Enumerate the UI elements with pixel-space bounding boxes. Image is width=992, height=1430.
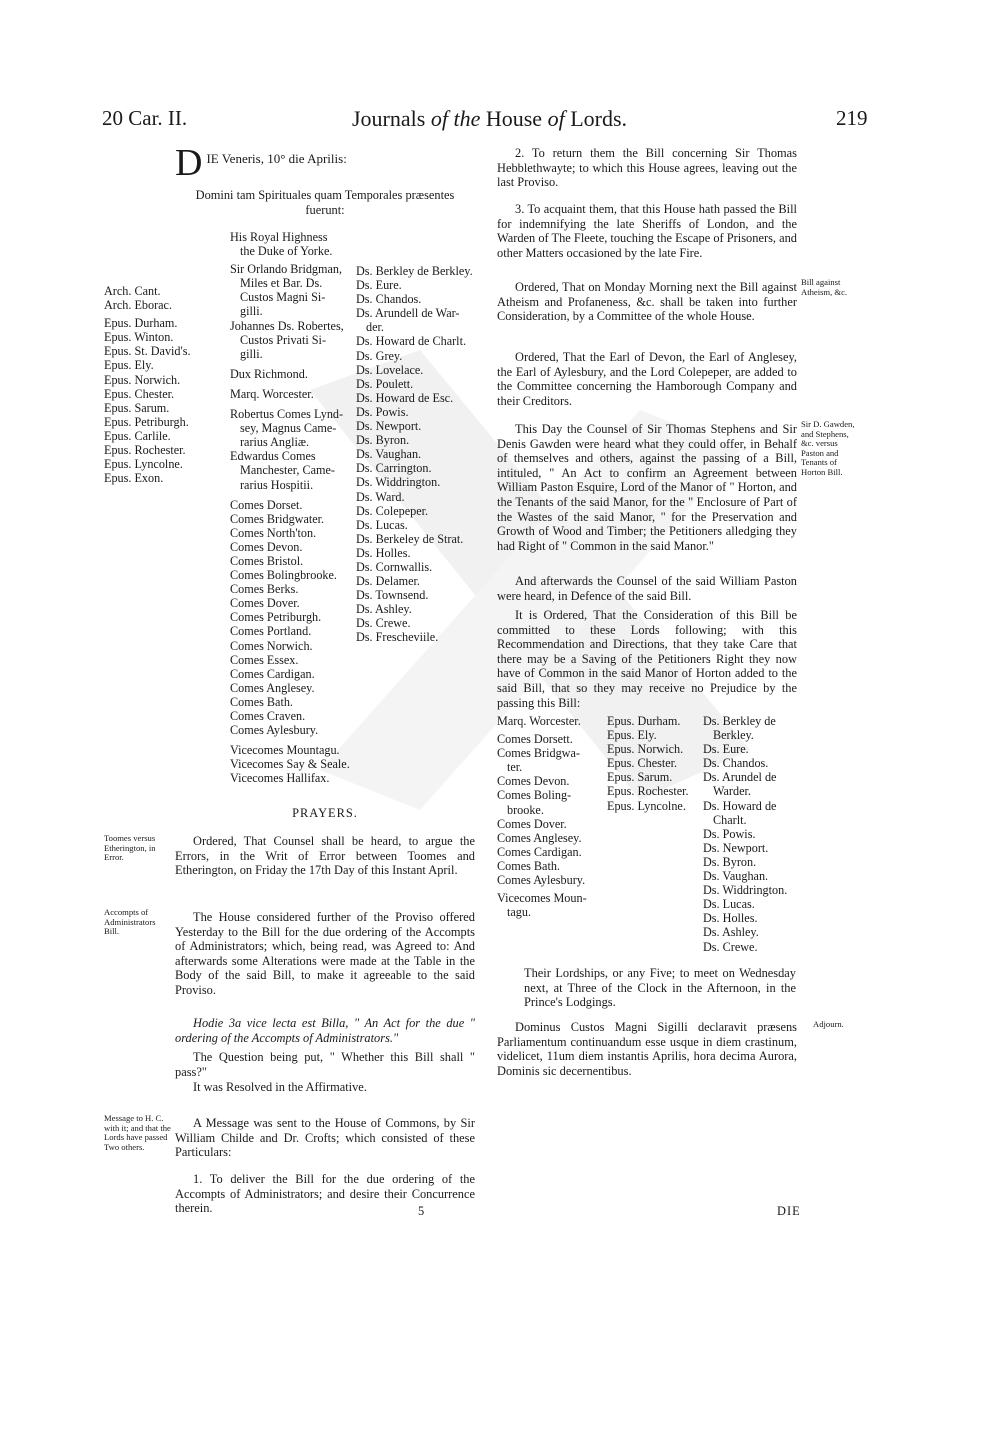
title-word-of: of (430, 106, 448, 131)
para-toomes: Ordered, That Counsel shall be heard, to argue the Errors, in the Writ of Error between Toomes and Etherington, on Friday the 17th Day of this Instant April. (175, 834, 475, 878)
list-item: Epus. Norwich. (607, 742, 684, 757)
list-item: Epus. Rochester. (607, 784, 689, 799)
list-item: Epus. Norwich. (104, 372, 181, 387)
list-item: Ds. Powis. (356, 404, 409, 419)
list-item: Comes Devon. (497, 774, 570, 789)
list-item: Robertus Comes Lynd- (230, 407, 344, 422)
list-item: Ds. Eure. (703, 742, 749, 757)
list-item: Epus. Carlile. (104, 428, 171, 443)
list-item: Epus. Chester. (607, 756, 678, 771)
list-item: Comes Dover. (230, 596, 300, 611)
present-heading (175, 188, 475, 217)
committee-list-3 (703, 714, 803, 954)
list-item: Ds. Chandos. (356, 292, 422, 307)
list-item: Ds. Powis. (703, 826, 756, 841)
list-item: Comes Bolingbrooke. (230, 568, 337, 583)
list-item: Comes North'ton. (230, 525, 317, 540)
list-item: Ds. Ashley. (356, 602, 412, 617)
lords-list-2 (356, 264, 481, 645)
margin-note-toomes: Toomes versus Etherington, in Error. (104, 833, 156, 863)
list-item: Comes Dorset. (230, 497, 303, 512)
list-item: Ds. Ward. (356, 489, 405, 504)
margin-note-accompts: Accompts of Administrators Bill. (104, 907, 156, 937)
list-item: Miles et Bar. Ds. (240, 276, 323, 291)
title-word-lords: Lords. (570, 106, 628, 131)
list-item: Comes Dover. (497, 816, 567, 831)
list-item: Epus. Chester. (104, 386, 175, 401)
list-item: Ds. Berkley de (703, 714, 776, 728)
list-item: Arch. Cant. (104, 284, 161, 298)
list-item: gilli. (240, 304, 263, 319)
list-item: Johannes Ds. Robertes, (230, 318, 344, 333)
list-item: Comes Bridgwater. (230, 511, 325, 526)
prayers-heading: PRAYERS. (292, 806, 358, 820)
list-item: Warder. (713, 784, 751, 799)
list-item: Marq. Worcester. (230, 386, 314, 401)
list-item: Ds. Lucas. (356, 517, 408, 532)
list-item: Ds. Holles. (703, 911, 758, 926)
list-item: Comes Bristol. (230, 553, 304, 568)
list-item: brooke. (507, 802, 544, 817)
list-item: Comes Bridgwa- (497, 746, 580, 761)
list-item: sey, Magnus Came- (240, 421, 337, 436)
list-item: Ds. Newport. (356, 419, 422, 434)
list-item: Epus. Durham. (607, 714, 681, 728)
list-item: Epus. Durham. (104, 316, 178, 331)
margin-note-atheism: Bill against Atheism, &c. (801, 277, 848, 297)
list-item: Epus. Exon. (104, 471, 164, 486)
list-item: Comes Aylesbury. (230, 723, 319, 738)
list-item: Ds. Arundell de War- (356, 306, 460, 321)
date-text: IE Veneris, 10° die Aprilis: (206, 151, 347, 166)
list-item: Ds. Ashley. (703, 925, 759, 940)
list-item: Ds. Chandos. (703, 756, 769, 771)
list-item: Ds. Cornwallis. (356, 559, 433, 574)
list-item: Custos Magni Si- (240, 290, 326, 305)
list-item: Comes Norwich. (230, 638, 313, 653)
list-item: Berkley. (713, 728, 754, 743)
list-item: Charlt. (713, 812, 747, 827)
list-item: Epus. Sarum. (607, 770, 673, 785)
title-word-journals: Journals (352, 106, 426, 131)
running-head-regnal: 20 Car. II. (102, 106, 188, 130)
list-item: Arch. Eborac. (104, 298, 173, 313)
list-item: Epus. Lyncolne. (607, 798, 686, 813)
list-item: tagu. (507, 905, 532, 920)
committee-list-1 (497, 714, 607, 919)
para-resolved: It was Resolved in the Affirmative. (193, 1080, 367, 1094)
list-item: the Duke of Yorke. (240, 244, 333, 259)
signature-mark: 5 (418, 1204, 425, 1218)
list-item: Ds. Frescheviile. (356, 630, 439, 645)
list-item: Ds. Byron. (703, 854, 757, 869)
list-item: Comes Devon. (230, 539, 303, 554)
list-item: Manchester, Came- (240, 463, 335, 478)
list-item: Ds. Howard de Charlt. (356, 334, 467, 349)
para-counsel: And afterwards the Counsel of the said William Paston were heard, in Defence of the said Bill. (497, 574, 797, 603)
list-item: Ds. Eure. (356, 278, 402, 293)
para-adjourn: Dominus Custos Magni Sigilli declaravit præsens Parliamentum continuandum esse usque in diem crastinum, videlicet, 11um diem instantis Aprilis, hora decima Aurora, Dominis sic decernentibus. (497, 1020, 797, 1078)
list-item: Ds. Howard de Esc. (356, 390, 454, 405)
list-item: Epus. Ely. (607, 728, 657, 743)
list-item: Ds. Howard de (703, 798, 777, 813)
para-committed: It is Ordered, That the Consideration of this Bill be committed to these Lords following; with this Recommendation and Directions, that they take Care that there may be a Saving of the Petitioners Right they now have of Common in the said Manor of Horton added to the said Bill, that so they may receive no Prejudice by the passing this Bill: (497, 608, 797, 710)
list-item: Epus. Sarum. (104, 400, 170, 415)
list-item: Vicecomes Moun- (497, 891, 587, 906)
title-word-house: House (485, 106, 543, 131)
list-item: Ds. Vaughan. (703, 869, 769, 884)
list-item: Comes Anglesey. (230, 680, 315, 695)
date-drop-cap: D (175, 142, 203, 184)
list-item: der. (366, 320, 384, 335)
list-item: Comes Craven. (230, 709, 306, 723)
para-devon: Ordered, That the Earl of Devon, the Earl of Anglesey, the Earl of Aylesbury, and the Lord Colepeper, are added to the Committee concerning the Hamborough Company and their Creditors. (497, 350, 797, 408)
list-item: rarius Hospitii. (240, 477, 314, 492)
list-item: Comes Bath. (497, 858, 560, 873)
committee-list-2 (607, 714, 702, 813)
list-item: Dux Richmond. (230, 366, 308, 381)
list-item: rarius Angliæ. (240, 435, 310, 450)
list-item: Ds. Crewe. (356, 616, 411, 631)
list-item: Ds. Berkeley de Strat. (356, 531, 464, 546)
list-item: Ds. Carrington. (356, 461, 432, 476)
list-item: Comes Cardigan. (497, 844, 582, 859)
lords-list-1 (230, 230, 360, 785)
list-item: Comes Anglesey. (497, 830, 582, 845)
catchword: DIE (777, 1204, 801, 1218)
date-heading (175, 142, 475, 184)
present-line-2: fuerunt: (305, 202, 345, 217)
para-hodie: Hodie 3a vice lecta est Billa, " An Act for the due " ordering of the Accompts of Administrators." (175, 1016, 475, 1045)
para-accompts: The House considered further of the Proviso offered Yesterday to the Bill for the due ordering of the Accompts of Administrators; which, being read, was Agreed to: And afterwards some Alterations were made at the Table in the Body of the said Bill, to make it agreeable to the said Proviso. (175, 910, 475, 997)
list-item: Sir Orlando Bridgman, (230, 262, 343, 277)
para-paston: This Day the Counsel of Sir Thomas Stephens and Sir Denis Gawden were heard what they could offer, in Behalf of themselves and others, against the passing of a Bill, intituled, " An Act to confirm an Agreement between William Paston Esquire, Lord of the Manor of " Horton, and the Tenants of the said Manor, for the " Enclosure of Part of the Wastes of the said Manor, " for the Preservation and Growth of Wood and Timber; the Petitioners alledging they had Right of " Common in the said Manor." (497, 422, 797, 553)
list-item: Ds. Widdrington. (703, 883, 788, 898)
list-item: Comes Boling- (497, 788, 572, 803)
list-item: Vicecomes Mountagu. (230, 743, 340, 758)
title-word-of-2: of (547, 106, 565, 131)
list-item: Marq. Worcester. (497, 714, 581, 728)
para-item-1: 1. To deliver the Bill for the due ordering of the Accompts of Administrators; and desire their Concurrence therein. (175, 1172, 475, 1216)
para-item-2: 2. To return them the Bill concerning Sir Thomas Hebblethwayte; to which this House agrees, leaving out the last Proviso. (497, 146, 797, 190)
list-item: Epus. St. David's. (104, 344, 191, 359)
para-message: A Message was sent to the House of Commons, by Sir William Childe and Dr. Crofts; which consisted of these Particulars: (175, 1116, 475, 1160)
list-item: Vicecomes Say & Seale. (230, 757, 350, 772)
bishops-list (104, 284, 214, 485)
present-line-1: Domini tam Spirituales quam Temporales præsentes (195, 188, 455, 202)
list-item: Ds. Crewe. (703, 939, 758, 954)
list-item: Vicecomes Hallifax. (230, 771, 330, 786)
list-item: Epus. Petriburgh. (104, 414, 189, 429)
para-item-3: 3. To acquaint them, that this House hath passed the Bill for indemnifying the late Sheriffs of London, and the Warden of The Fleete, touching the Escape of Prisoners, and other Matters occasioned by the late Fire. (497, 202, 797, 260)
list-item: Ds. Townsend. (356, 588, 429, 603)
list-item: Comes Aylesbury. (497, 873, 586, 888)
page-number: 219 (836, 106, 868, 130)
para-five: Their Lordships, or any Five; to meet on Wednesday next, at Three of the Clock in the Afternoon, in the Prince's Lodgings. (524, 966, 796, 1010)
list-item: Ds. Colepeper. (356, 503, 429, 518)
list-item: Epus. Lyncolne. (104, 457, 183, 472)
title-word-the: the (453, 106, 481, 131)
margin-note-adjourn: Adjourn. (813, 1019, 844, 1029)
list-item: Comes Bath. (230, 694, 293, 709)
list-item: Ds. Newport. (703, 840, 769, 855)
list-item: Ds. Widdrington. (356, 475, 441, 490)
margin-note-paston: Sir D. Gawden, and Stephens, &c. versus Paston and Tenants of Horton Bill. (801, 419, 855, 477)
list-item: Ds. Lucas. (703, 897, 755, 912)
list-item: Ds. Delamer. (356, 574, 420, 589)
list-item: Ds. Arundel de (703, 770, 777, 785)
list-item: Comes Essex. (230, 652, 299, 667)
list-item: Comes Petriburgh. (230, 610, 322, 625)
list-item: Ds. Grey. (356, 348, 403, 363)
para-atheism: Ordered, That on Monday Morning next the Bill against Atheism and Profaneness, &c. shall be taken into further Consideration, by a Committee of the whole House. (497, 280, 797, 324)
list-item: Comes Berks. (230, 582, 299, 597)
list-item: Comes Dorsett. (497, 732, 573, 747)
list-item: Ds. Holles. (356, 545, 411, 560)
list-item: His Royal Highness (230, 230, 328, 244)
list-item: Comes Cardigan. (230, 666, 315, 681)
list-item: Custos Privati Si- (240, 332, 327, 347)
list-item: Epus. Winton. (104, 330, 174, 345)
list-item: Epus. Rochester. (104, 443, 186, 458)
list-item: Ds. Vaughan. (356, 447, 422, 462)
running-head-title (352, 106, 627, 132)
list-item: Ds. Berkley de Berkley. (356, 264, 473, 278)
list-item: Ds. Lovelace. (356, 362, 424, 377)
list-item: Edwardus Comes (230, 449, 316, 464)
list-item: Comes Portland. (230, 624, 312, 639)
list-item: ter. (507, 760, 523, 775)
list-item: Ds. Byron. (356, 433, 410, 448)
list-item: gilli. (240, 346, 263, 361)
margin-note-message: Message to H. C. with it; and that the Lords have passed Two others. (104, 1113, 171, 1152)
para-question: The Question being put, " Whether this Bill shall " pass?" (175, 1050, 475, 1079)
list-item: Epus. Ely. (104, 358, 154, 373)
list-item: Ds. Poulett. (356, 376, 414, 391)
